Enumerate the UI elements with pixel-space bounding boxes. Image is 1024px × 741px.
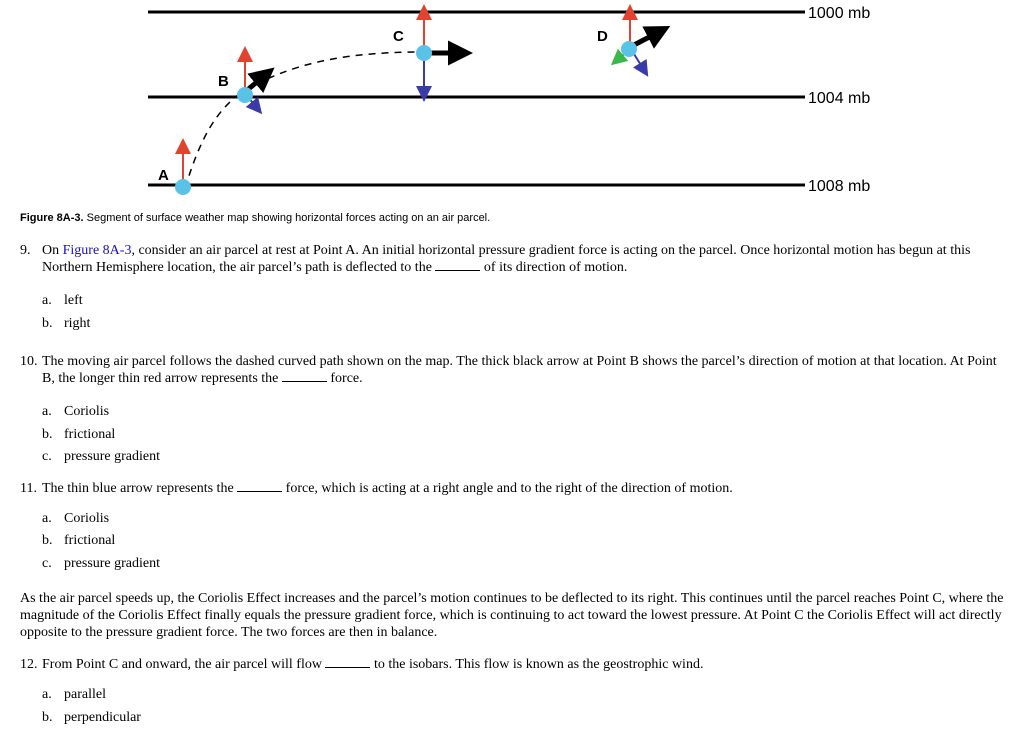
option-item[interactable]: a. Coriolis — [42, 404, 110, 419]
options-list — [20, 290, 1005, 335]
point-c-label: C — [393, 28, 404, 45]
isobar-label-1000: 1000 mb — [808, 5, 871, 22]
question-11 — [20, 480, 1005, 497]
option-item[interactable]: a. parallel — [42, 687, 106, 702]
figure-caption-text: Segment of surface weather map showing horizontal forces acting on an air parcel. — [83, 212, 491, 224]
options-list — [20, 401, 1005, 469]
question-number: 9. — [20, 243, 31, 258]
answer-blank — [325, 656, 370, 668]
question-text: The thin blue arrow represents the force, which is acting at a right angle and to the right of the direction of motion. — [42, 480, 733, 496]
explanation-paragraph: As the air parcel speeds up, the Coriolis Effect increases and the parcel’s motion continues to be deflected to its right. This continues until the parcel reaches Point C, where the magnitude of the Coriolis Effect finally equals the pressure gradient force, which is continuing to act toward the lowest pressure. At Point C the Coriolis Effect will act directly opposite to the pressure gradient force. The two forces are then in balance. — [20, 591, 1004, 640]
question-text: From Point C and onward, the air parcel will flow to the isobars. This flow is known as the geostrophic wind. — [42, 657, 704, 672]
point-a-label: A — [158, 167, 169, 184]
question-12 — [20, 656, 1005, 673]
option-item[interactable]: c. pressure gradient — [42, 555, 161, 571]
answer-blank — [282, 370, 327, 382]
answer-blank — [237, 480, 282, 492]
figure-caption-label: Figure 8A-3. — [20, 212, 84, 224]
point-b-label: B — [218, 73, 229, 90]
option-item[interactable]: b. frictional — [42, 533, 116, 548]
question-document — [20, 242, 1005, 729]
question-text: The moving air parcel follows the dashed curved path shown on the map. The thick black arrow at Point B shows the parcel’s direction of motion at that location. At Point B, the longer thin red arrow represents the force. — [42, 354, 997, 386]
point-d-parcel — [621, 41, 637, 57]
question-number: 12. — [20, 657, 38, 672]
figure-link[interactable]: Figure 8A-3 — [62, 243, 132, 258]
isobar-label-1008: 1008 mb — [808, 178, 871, 195]
point-d-coriolis-arrow — [634, 54, 644, 70]
weather-map-figure — [0, 0, 1024, 210]
question-9 — [20, 242, 1005, 276]
options-list — [20, 684, 1005, 729]
question-10 — [20, 353, 1005, 387]
option-item[interactable]: c. pressure gradient — [42, 449, 161, 464]
question-text: On Figure 8A-3, consider an air parcel at rest at Point A. An initial horizontal pressure gradient force is acting on the parcel. Once horizontal motion has begun at this Northern Hemisphere location, the air parcel’s path is deflected to the of its direction of motion. — [42, 243, 971, 275]
option-item[interactable]: a. left — [42, 293, 83, 308]
figure-caption — [20, 212, 490, 224]
option-item[interactable]: b. perpendicular — [42, 709, 141, 725]
point-d-label: D — [597, 28, 608, 45]
answer-blank — [435, 259, 480, 271]
option-item[interactable]: b. right — [42, 315, 91, 331]
point-d-friction-arrow — [617, 54, 624, 60]
question-number: 10. — [20, 354, 38, 369]
point-b-parcel — [237, 87, 253, 103]
isobar-label-1004: 1004 mb — [808, 90, 871, 107]
options-list — [20, 508, 1005, 576]
question-number: 11. — [20, 480, 37, 496]
point-d-motion-arrow — [634, 33, 657, 45]
point-a-parcel — [175, 179, 191, 195]
point-c-parcel — [416, 45, 432, 61]
weather-map-svg — [0, 0, 1024, 210]
option-item[interactable]: b. frictional — [42, 426, 116, 442]
option-item[interactable]: a. Coriolis — [42, 510, 110, 526]
